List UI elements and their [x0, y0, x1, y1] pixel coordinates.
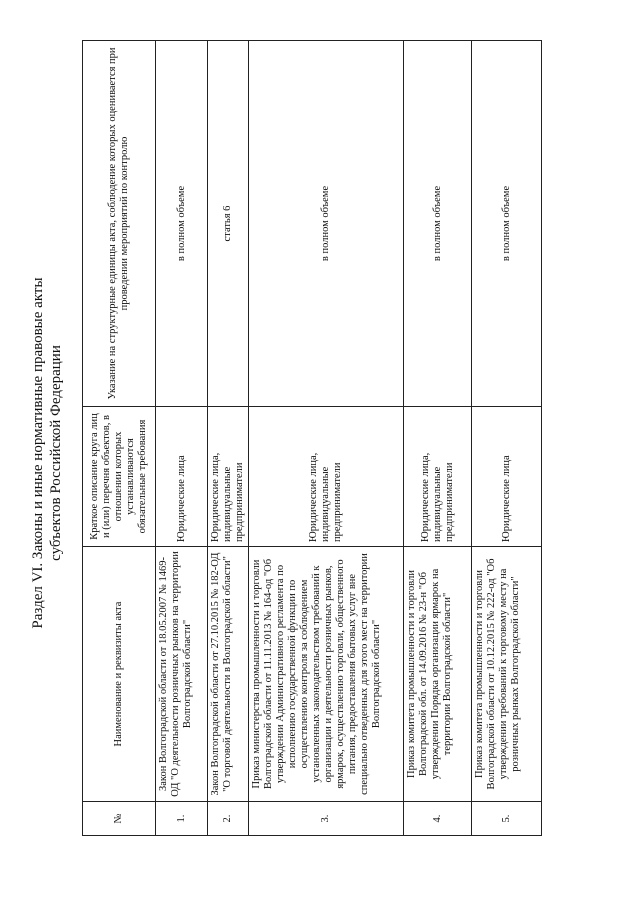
row-num: 1. — [156, 802, 208, 836]
table-row — [156, 41, 208, 836]
row-scope: в полном объеме — [404, 41, 472, 407]
acts-table — [82, 40, 542, 836]
table-row — [472, 41, 542, 836]
row-act-name: Закон Волгоградской области от 18.05.2007 № 1469-ОД "О деятельности розничных рынков на территории Волгоградской области" — [156, 547, 208, 802]
row-act-name: Приказ министерства промышленности и торговли Волгоградской области от 11.11.2013 № 164-од "Об утверждении Административного регламента по исполнению государственной функции по осуществлению контроля за соблюдением установленных законодательством требований к организации и деятельности розничных рынков, ярмарок, осуществлению торговли, общественного питания, предоставления бытовых услуг вне специально отведенных для этого мест на территории Волгоградской области" — [249, 547, 404, 802]
row-scope: в полном объеме — [156, 41, 208, 407]
header-num: № — [83, 802, 156, 836]
row-scope: в полном объеме — [249, 41, 404, 407]
header-circle: Краткое описание круга лиц и (или) перечня объектов, в отношении которых устанавливаются обязательные требования — [83, 407, 156, 547]
rotated-page — [15, 13, 625, 893]
row-num: 5. — [472, 802, 542, 836]
row-circle: Юридические лица — [472, 407, 542, 547]
row-num: 4. — [404, 802, 472, 836]
row-num: 2. — [208, 802, 249, 836]
row-circle: Юридические лица, индивидуальные предприниматели — [404, 407, 472, 547]
section-title — [29, 13, 65, 893]
row-scope: статья 6 — [208, 41, 249, 407]
row-scope: в полном объеме — [472, 41, 542, 407]
section-title-line-1: Раздел VI. Законы и иные нормативные правовые акты — [30, 277, 46, 629]
row-circle: Юридические лица, индивидуальные предприниматели — [208, 407, 249, 547]
table-header-row — [83, 41, 156, 836]
row-act-name: Приказ комитета промышленности и торговли Волгоградской области от 10.12.2015 № 222-од "Об утверждении требований к торговому месту на розничных рынках Волгоградской области" — [472, 547, 542, 802]
row-act-name: Приказ комитета промышленности и торговли Волгоградской обл. от 14.09.2016 № 23-н "Об утверждении Порядка организации ярмарок на территории Волгоградской области" — [404, 547, 472, 802]
table-row — [404, 41, 472, 836]
row-act-name: Закон Волгоградской области от 27.10.2015 № 182-ОД "О торговой деятельности в Волгоградской области" — [208, 547, 249, 802]
header-scope: Указание на структурные единицы акта, соблюдение которых оценивается при проведении мероприятий по контролю — [83, 41, 156, 407]
section-title-line-2: субъектов Российской Федерации — [48, 345, 64, 561]
table-row — [208, 41, 249, 836]
row-circle: Юридические лица — [156, 407, 208, 547]
row-num: 3. — [249, 802, 404, 836]
table-row — [249, 41, 404, 836]
row-circle: Юридические лица, индивидуальные предприниматели — [249, 407, 404, 547]
header-name: Наименование и реквизиты акта — [83, 547, 156, 802]
